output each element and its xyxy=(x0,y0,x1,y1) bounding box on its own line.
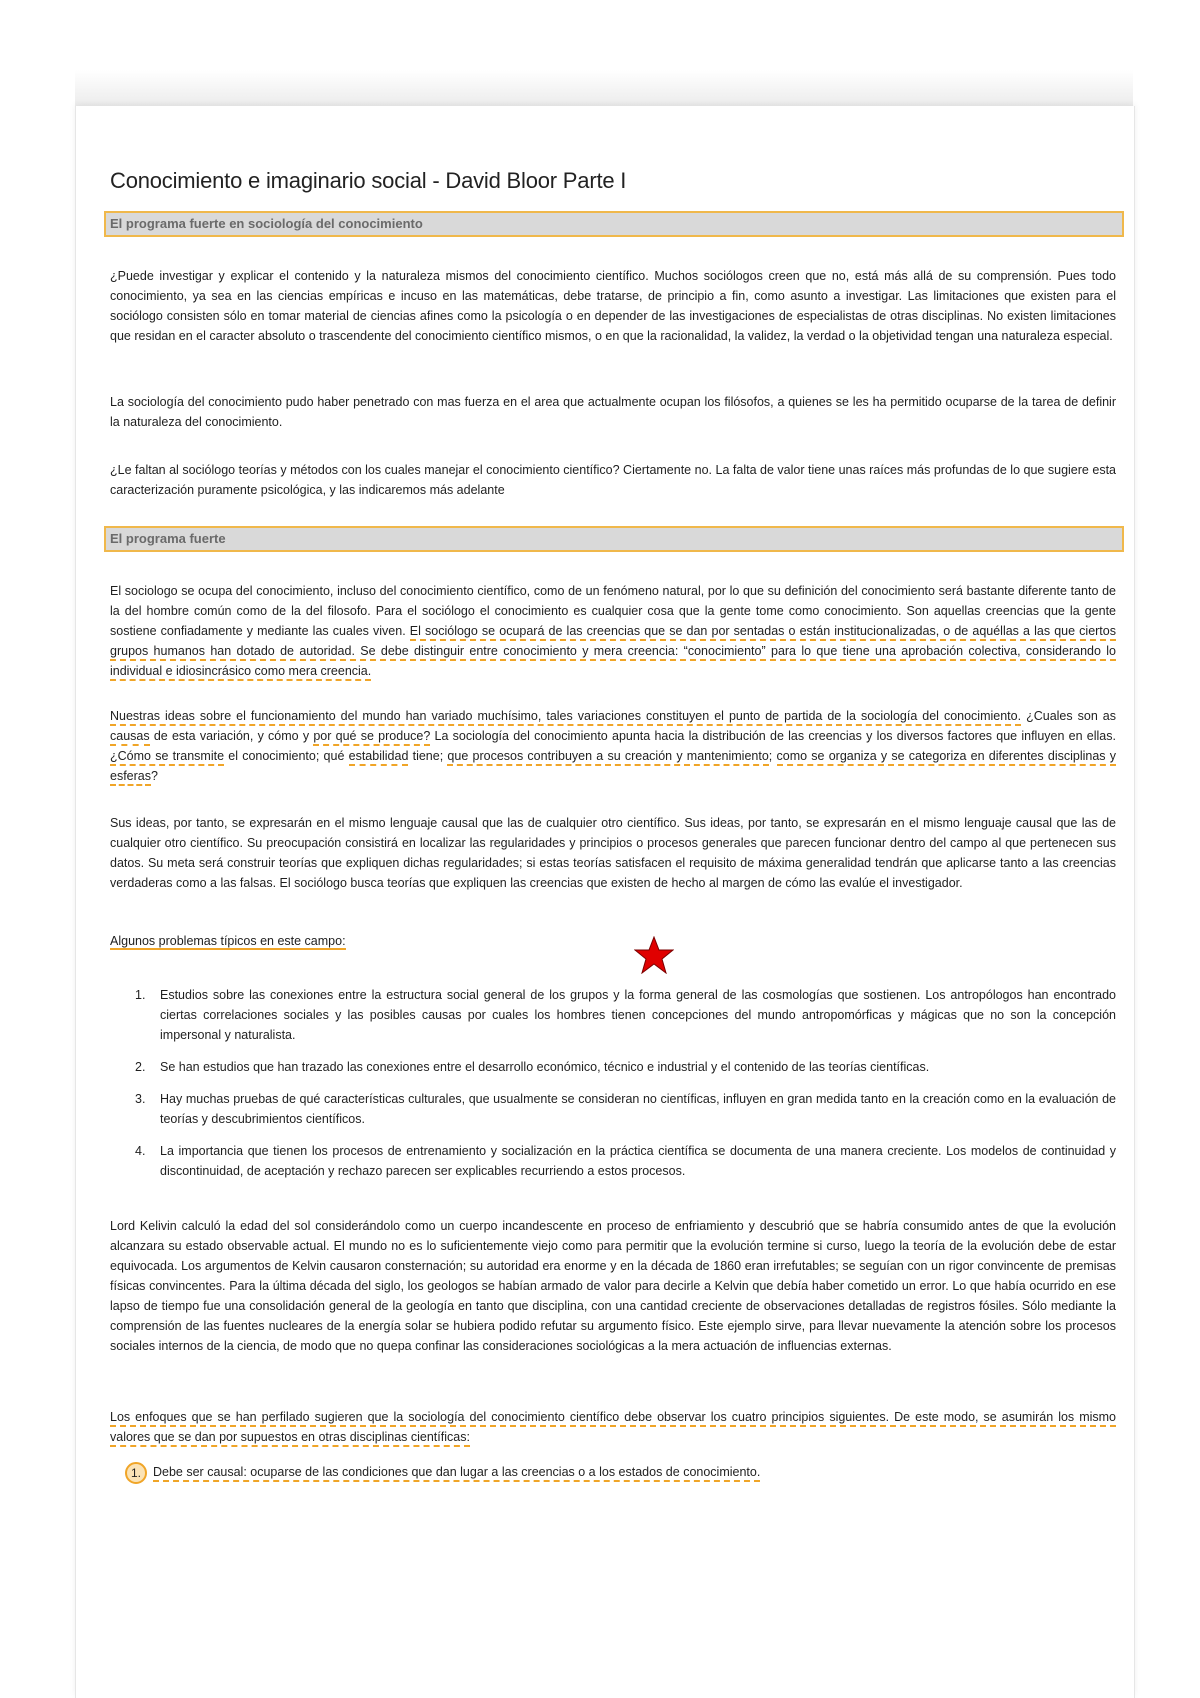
section-heading-2: El programa fuerte xyxy=(104,526,1124,552)
paragraph-7: Lord Kelivin calculó la edad del sol considerándolo como un cuerpo incandescente en proceso de enfriamiento y descubrió que se habría consumido antes de que la evolución alcanzara su estado observable actual. El mundo no es lo suficientemente viejo como para permitir que la evolución termine si curso, luego la teoría de la evolución debe de estar equivocada. Los argumentos de Kelvin causaron consternación; su autoridad era enorme y en la década de 1860 eran irrefutables; se seguían con un rigor convincente de premisas físicas convincentes. Para la última década del siglo, los geologos se habían armado de valor para decirle a Kelvin que debía haber cometido un error. Lo que había ocurrido en ese lapso de tiempo fue una consolidación general de la geología en tanto que disciplina, con una cantidad creciente de observaciones detalladas de registros fósiles. Sólo mediante la comprensión de las fuentes nucleares de la energía solar se hubiera podido refutar su argumento físico. Este ejemplo sirve, para llevar nuevamente la atención sobre los procesos sociales internos de la ciencia, de modo que no quepa confinar las consideraciones sociológicas a la mera actuación de influencias externas. xyxy=(110,1219,1116,1353)
highlighted-word: causas xyxy=(110,729,150,746)
list-number: 4. xyxy=(135,1144,146,1158)
subheading-text: Algunos problemas típicos en este campo: xyxy=(110,934,346,948)
paragraph-5-text: ¿Cuales son as xyxy=(1021,709,1116,723)
paragraph-5-text: tiene; xyxy=(408,749,448,763)
list-item xyxy=(110,1057,1116,1077)
paragraph-3: ¿Le faltan al sociólogo teorías y métodos con los cuales manejar el conocimiento científico? Ciertamente no. La falta de valor tiene unas raíces más profundas de lo que sugiere esta caracterización puramente psicológica, y las indicaremos más adelante xyxy=(110,463,1116,497)
paragraph-1: ¿Puede investigar y explicar el contenido y la naturaleza mismos del conocimiento científico. Muchos sociólogos creen que no, está más allá de su comprensión. Pues todo conocimiento, ya sea en las ciencias empíricas e incuso en las matemáticas, debe tratarse, de principio a fin, como asunto a investigar. Las limitaciones que existen para el sociólogo consisten sólo en tomar material de ciencias afines como la psicología o en depender de las investigaciones de especialistas de otras disciplinas. No existen limitaciones que residan en el caracter absoluto o trascendente del conocimiento científico mismos, o en que la racionalidad, la validez, la verdad o la objetividad tengan una naturaleza especial. xyxy=(110,269,1116,343)
paragraph-8 xyxy=(110,1407,1116,1447)
paragraph-2: La sociología del conocimiento pudo haber penetrado con mas fuerza en el area que actualmente ocupan los filósofos, a quienes se les ha permitido ocuparse de la tarea de definir la naturaleza del conocimiento. xyxy=(110,395,1116,429)
red-star-icon xyxy=(634,936,674,974)
paragraph-5 xyxy=(110,706,1116,786)
highlighted-passage: Nuestras ideas sobre el funcionamiento del mundo han variado muchísimo, tales variaciones constituyen el punto de partida de la sociología del conocimiento. xyxy=(110,709,1021,726)
problems-list xyxy=(110,985,1116,1193)
highlighted-passage: Los enfoques que se han perfilado sugieren que la sociología del conocimiento científico debe observar los cuatro principios siguientes. De este modo, se asumirán los mismo valores que se dan por supuestos en otras disciplinas científicas: xyxy=(110,1410,1116,1447)
paragraph-5-text: de esta variación, y cómo y xyxy=(149,729,314,743)
list-item xyxy=(110,1089,1116,1129)
list-number: 2. xyxy=(135,1060,146,1074)
paragraph-4 xyxy=(110,581,1116,681)
page-top-shadow xyxy=(75,70,1133,106)
highlighted-word: estabilidad xyxy=(349,749,409,766)
paragraph-6: Sus ideas, por tanto, se expresarán en el mismo lenguaje causal que las de cualquier otro científico. Sus ideas, por tanto, se expresarán en el mismo lenguaje causal que las de cualquier otro científico. Su preocupación consistirá en localizar las regularidades y principios o procesos generales que parecen funcionar dentro del campo al que pertenecen sus datos. Su meta será construir teorías que expliquen dichas regularidades; si estas teorías satisfacen el requisito de máxima generalidad tendrán que aplicarse tanto a las creencias verdaderas como a las falsas. El sociólogo busca teorías que expliquen las creencias que existen de hecho al margen de cómo las evalúe el investigador. xyxy=(110,816,1116,890)
list-item-text: La importancia que tienen los procesos de entrenamiento y socialización en la práctica científica se documenta de una manera creciente. Los modelos de continuidad y discontinuidad, de aceptación y rechazo parecen ser explicables recurriendo a estos procesos. xyxy=(160,1144,1116,1178)
paragraph-5-text: ; xyxy=(768,749,777,763)
list-item-text: Hay muchas pruebas de qué características culturales, que usualmente se consideran no científicas, influyen en gran medida tanto en la creación como en la evaluación de teorías y descubrimientos científicos. xyxy=(160,1092,1116,1126)
principle-item xyxy=(110,1462,1116,1484)
list-item xyxy=(110,1141,1116,1181)
circled-number: 1. xyxy=(125,1462,147,1484)
section-heading-1: El programa fuerte en sociología del conocimiento xyxy=(104,211,1124,237)
highlighted-passage: como se organiza y se categoriza en diferentes disciplinas y esferas xyxy=(110,749,1116,786)
document-title: Conocimiento e imaginario social - David Bloor Parte I xyxy=(110,168,627,193)
list-number: 3. xyxy=(135,1092,146,1106)
paragraph-5-text: el conocimiento; qué xyxy=(224,749,349,763)
paragraph-5-text: ? xyxy=(151,769,158,783)
problems-subheading xyxy=(110,931,346,951)
paragraph-4-text: El sociologo se ocupa del conocimiento, incluso del conocimiento científico, como de un fenómeno natural, por lo que su definición del conocimiento será bastante diferente tanto de la del hombre común como de la del filosofo. Para el sociólogo el conocimiento es cualquier cosa que la gente tome como conocimiento. Son aquellas creencias que la gente sostiene confiadamente y mediante las cuales viven. xyxy=(110,584,1116,638)
highlighted-word: ¿Cómo se transmite xyxy=(110,749,224,766)
list-item-text: Se han estudios que han trazado las conexiones entre el desarrollo económico, técnico e industrial y el contenido de las teorías científicas. xyxy=(160,1060,930,1074)
list-number: 1. xyxy=(135,988,146,1002)
list-item xyxy=(110,985,1116,1045)
highlighted-passage: que procesos contribuyen a su creación y mantenimiento xyxy=(447,749,768,766)
highlighted-word: por qué se produce? xyxy=(313,729,430,746)
document-page xyxy=(75,106,1135,1698)
highlighted-passage: El sociólogo se ocupará de las creencias que se dan por sentadas o están institucionalizadas, o de aquéllas a las que ciertos grupos humanos han dotado de autoridad. Se debe distinguir entre conocimiento y mera creencia: “conocimiento” para lo que tiene una aprobación colectiva, considerando lo individual e idiosincrásico como mera creencia. xyxy=(110,624,1116,681)
highlighted-passage: Debe ser causal: ocuparse de las condiciones que dan lugar a las creencias o a los estados de conocimiento. xyxy=(153,1465,760,1482)
paragraph-5-text: La sociología del conocimiento apunta hacia la distribución de las creencias y los diversos factores que influyen en ellas. xyxy=(430,729,1116,743)
list-item-text: Estudios sobre las conexiones entre la estructura social general de los grupos y la forma general de las cosmologías que sostienen. Los antropólogos han encontrado ciertas correlaciones sociales y las posibles causas por cuales los hombres tienen concepciones del mundo antropomórficas y mágicas que no son la concepción impersonal y naturalista. xyxy=(160,988,1116,1042)
